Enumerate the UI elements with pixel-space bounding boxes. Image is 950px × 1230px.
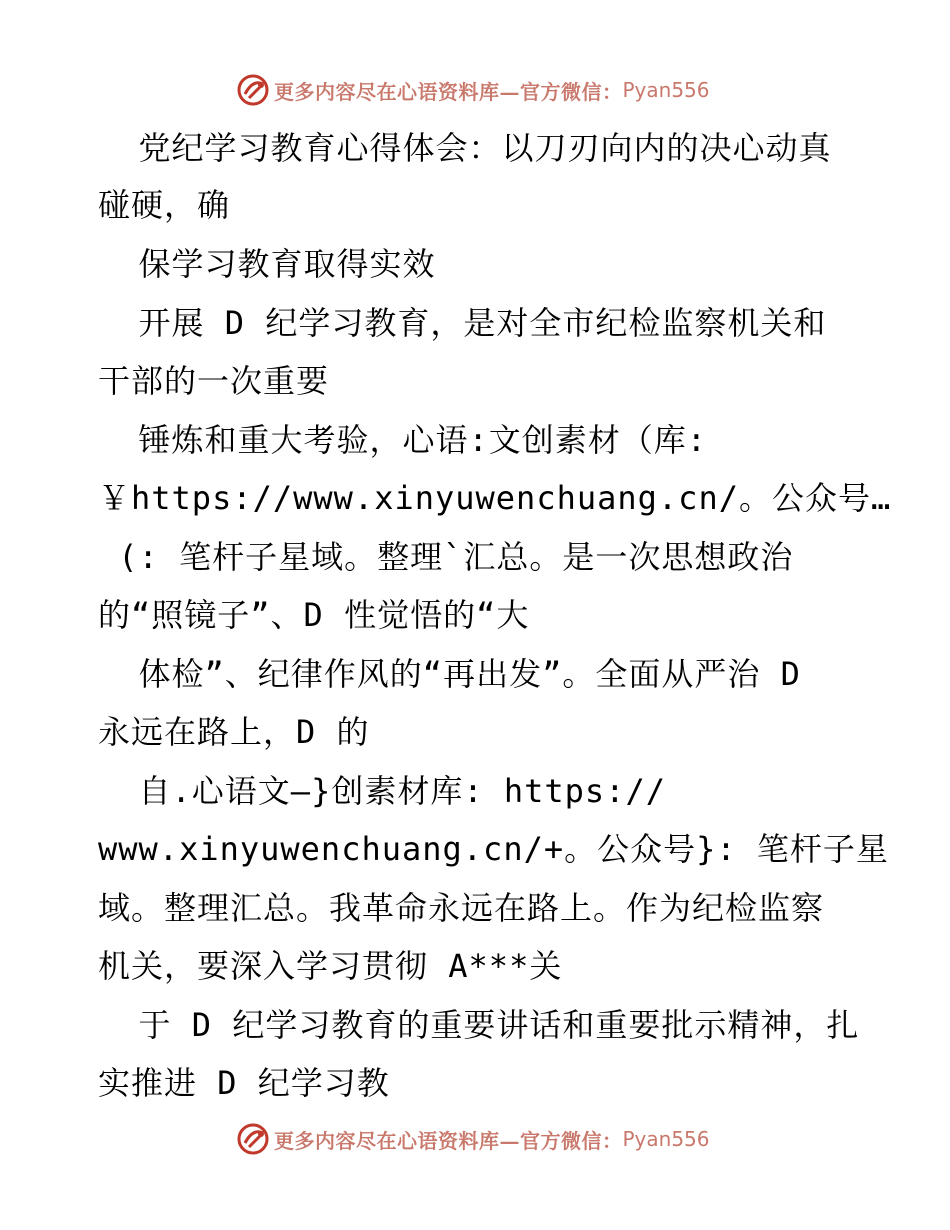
doc-line: 干部的一次重要: [98, 362, 330, 400]
banner-text: 更多内容尽在心语资料库—官方微信：: [274, 79, 623, 104]
doc-line: 域。整理汇总。我革命永远在路上。作为纪检监察: [98, 889, 825, 927]
doc-line: 体检”、纪律作风的“再出发”。全面从严治 D: [98, 655, 801, 693]
doc-line: 开展 D 纪学习教育，是对全市纪检监察机关和: [98, 304, 827, 342]
banner-text: 更多内容尽在心语资料库—官方微信：: [274, 1128, 623, 1153]
doc-line: ￥https://www.xinyuwenchuang.cn/。公众号…: [98, 479, 892, 517]
doc-line: 保学习教育取得实效: [98, 245, 436, 283]
banner-contact: Pyan556: [622, 78, 710, 102]
brand-logo-icon: [236, 73, 270, 107]
doc-line: 机关，要深入学习贯彻 A***关: [98, 947, 563, 985]
doc-line: 于 D 纪学习教育的重要讲话和重要批示精神，扎: [98, 1006, 860, 1044]
doc-line: 实推进 D 纪学习教: [98, 1064, 390, 1102]
banner-contact: Pyan556: [622, 1127, 710, 1151]
doc-line: (: 笔杆子星域。整理`汇总。是一次思想政治: [98, 538, 794, 576]
doc-line: www.xinyuwenchuang.cn/+。公众号}: 笔杆子星: [98, 830, 889, 868]
doc-line: 党纪学习教育心得体会：以刀刃向内的决心动真: [98, 129, 832, 167]
doc-line: 锤炼和重大考验，心语:文创素材（库:: [98, 421, 708, 459]
footer-watermark-banner: [236, 1121, 710, 1157]
doc-line: 自.心语文—}创素材库: https://: [98, 772, 666, 810]
doc-line: 的“照镜子”、D 性觉悟的“大: [98, 596, 530, 634]
brand-logo-icon: [236, 1122, 270, 1156]
doc-line: 碰硬，确: [98, 186, 231, 224]
header-watermark-banner: [236, 72, 710, 108]
doc-line: 永远在路上，D 的: [98, 713, 370, 751]
